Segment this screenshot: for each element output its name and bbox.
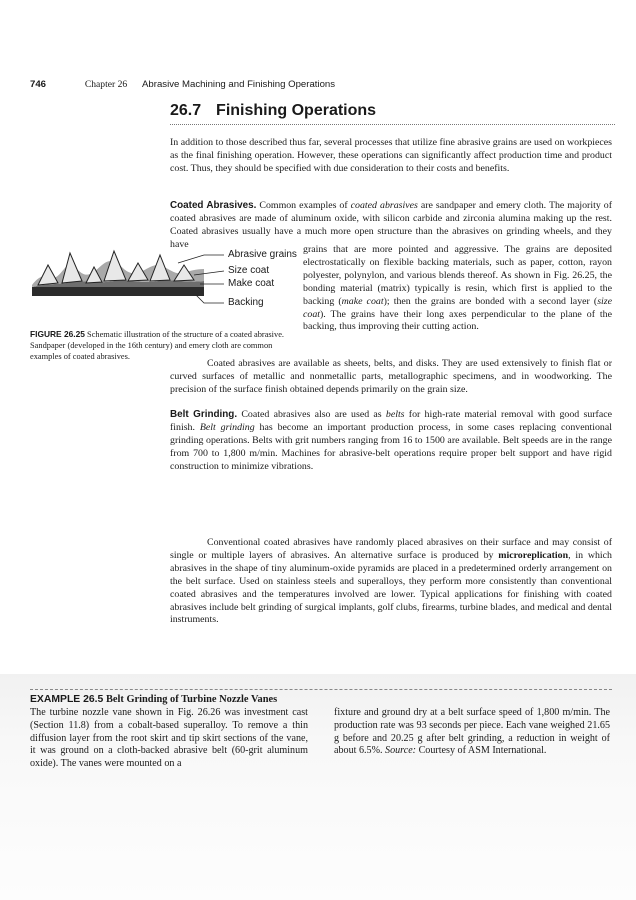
example-title: Belt Grinding of Turbine Nozzle Vanes bbox=[105, 694, 278, 705]
figure-caption-text: Schematic illustration of the structure of a coated abrasive. Sandpaper (developed in the 16th century) and emery cloth are common examples of coated abrasives. bbox=[30, 330, 285, 362]
emphasis: belts bbox=[385, 409, 405, 420]
backing-layer bbox=[32, 287, 204, 296]
section-number: 26.7 bbox=[170, 102, 202, 119]
page-number: 746 bbox=[30, 79, 47, 90]
figure-label: FIGURE 26.25 bbox=[30, 329, 85, 339]
label-make-coat: Make coat bbox=[228, 278, 275, 289]
abrasive-grain bbox=[38, 265, 58, 285]
emphasis: make coat bbox=[341, 295, 384, 307]
coated-abrasives-heading: Coated Abrasives. bbox=[170, 200, 257, 211]
bold-term: microreplication bbox=[498, 549, 569, 561]
text-run: , in which abrasives in the shape of tiny aluminum-oxide pyramids are placed in a predetermined orderly arrangement on the belt surface. Used on stainless steels and superalloys, they perform more consistently than conventional coated abrasives and the temperatures involved are lower. Typical applications for finishing with coated abrasives include belt grinding of surgical implants, golf clubs, firearms, turbine blades, and medical and dental instruments. bbox=[170, 549, 612, 626]
source-text: Courtesy of ASM International. bbox=[416, 745, 547, 757]
chapter-title: Abrasive Machining and Finishing Operations bbox=[142, 79, 336, 90]
example-heading bbox=[30, 694, 530, 705]
emphasis: size coat bbox=[303, 295, 612, 320]
section-rule bbox=[170, 124, 615, 125]
text-run: ). The grains have their long axes perpendicular to the plane of the backing, thus improving their cutting action. bbox=[303, 308, 612, 333]
coated-abrasives-continuation bbox=[170, 358, 612, 397]
section-heading bbox=[170, 102, 610, 120]
text-run: Conventional coated abrasives have randomly placed abrasives on their surface and may consist of single or multiple layers of abrasives. An alternative surface is produced by bbox=[170, 537, 612, 561]
emphasis: Belt grinding bbox=[199, 421, 255, 433]
coated-abrasives-paragraph-bottom: Coated abrasives are available as sheets, belts, and disks. They are used extensively to finish flat or curved surfaces of metallic and nonmetallic parts, metallographic specimens, and in woodworking. The precision of the surface finish obtained depends primarily on the grain size. bbox=[170, 358, 612, 395]
chapter-number: Chapter 26 bbox=[84, 79, 128, 90]
intro-paragraph: In addition to those described thus far, several processes that utilize fine abrasive grains are used on workpieces as the final finishing operation. However, these operations can significantly affect production time and product cost. Thus, they should be specified with due consideration to their costs and benefits. bbox=[170, 137, 612, 174]
belt-grinding-paragraph bbox=[170, 409, 612, 474]
microreplication-paragraph bbox=[170, 537, 612, 627]
text-run: has become an important production process, in some cases replacing conventional grinding operations. Belts with grit numbers ranging from 16 to 1500 are available. Belt speeds are in the range from 700 to 1,800 m/min. Machines for abrasive-belt operations require proper belt support and have rigid construction to minimize vibrations. bbox=[170, 421, 612, 472]
example-right-column bbox=[334, 707, 610, 758]
running-header bbox=[30, 79, 430, 90]
emphasis: coated abrasives bbox=[350, 200, 418, 211]
example-left-column: The turbine nozzle vane shown in Fig. 26.26 was investment cast (Section 11.8) from a cobalt-based superalloy. To remove a thin diffusion layer from the root skirt and tip skirt sections of the vane, it was ground on a cloth-backed abrasive belt (60-grit aluminum oxide). The vanes were mounted on a bbox=[30, 707, 308, 770]
label-size-coat: Size coat bbox=[228, 265, 270, 276]
belt-grinding-heading: Belt Grinding. bbox=[170, 409, 238, 420]
text-run: grains that are more pointed and aggressive. The grains are deposited electrostatically on flexible backing materials, such as paper, cotton, rayon polyester, polynylon, and various blends thereof. As shown in Fig. 26.25, the bonding material (matrix) typically is resin, which first is applied to the backing ( bbox=[303, 244, 612, 307]
text-run: are sandpaper and emery cloth. The majority of coated abrasives are made of aluminum oxide, with silicon carbide and zirconia alumina making up the rest. Coated abrasives usually have a much more open structure than the abrasives on grinding wheels, and they have bbox=[170, 200, 613, 250]
section-title: Finishing Operations bbox=[216, 102, 377, 119]
source-label: Source: bbox=[385, 745, 417, 757]
leader-line bbox=[178, 255, 224, 263]
example-rule bbox=[30, 689, 612, 690]
figure-26-25 bbox=[28, 247, 296, 329]
text-run: fixture and ground dry at a belt surface speed of 1,800 m/min. The production rate was 93 seconds per piece. Each vane weighed 21.65 g before and 20.25 g after belt grinding, a reduction in weight of about 6.5%. bbox=[334, 707, 610, 757]
example-label: EXAMPLE 26.5 bbox=[30, 694, 104, 705]
text-run: ); then the grains are bonded with a second layer ( bbox=[383, 295, 598, 307]
text-run: Coated abrasives also are used as bbox=[241, 409, 386, 420]
text-run: Common examples of bbox=[259, 200, 351, 211]
leader-line bbox=[196, 295, 224, 303]
label-abrasive-grains: Abrasive grains bbox=[228, 249, 297, 260]
coated-abrasives-paragraph-right bbox=[303, 244, 612, 334]
label-backing: Backing bbox=[228, 297, 264, 308]
text-run: for high-rate material removal with good surface finish. bbox=[170, 409, 612, 433]
